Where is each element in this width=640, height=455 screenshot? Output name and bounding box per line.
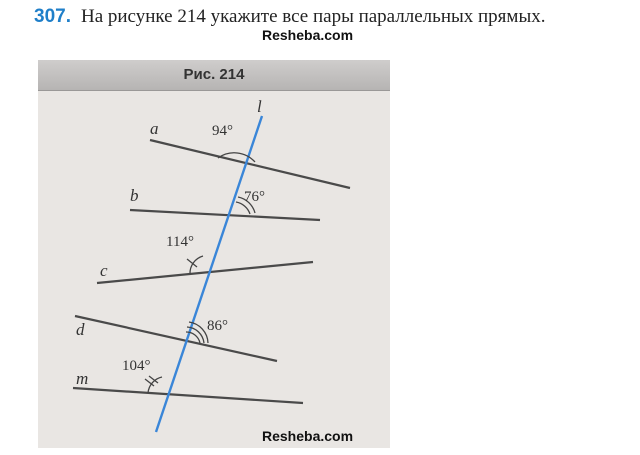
angle-arc-m bbox=[148, 377, 162, 393]
figure-drawing bbox=[38, 60, 390, 448]
label-a: a bbox=[150, 119, 159, 138]
problem-text: На рисунке 214 укажите все пары параллельных прямых. bbox=[80, 6, 546, 27]
angle-label-a: 94° bbox=[212, 123, 233, 139]
line-a bbox=[150, 140, 350, 188]
watermark-bottom: Resheba.com bbox=[262, 428, 354, 444]
label-d: d bbox=[76, 320, 85, 339]
line-d bbox=[75, 316, 277, 361]
figure-caption: Рис. 214 bbox=[183, 66, 245, 83]
line-m bbox=[73, 388, 303, 403]
label-b: b bbox=[130, 186, 139, 205]
label-c: c bbox=[100, 261, 108, 280]
angle-label-c: 114° bbox=[166, 234, 194, 250]
watermark-top: Resheba.com bbox=[262, 27, 354, 43]
angle-arc-c bbox=[190, 256, 203, 274]
transversal-l bbox=[156, 116, 262, 432]
angle-label-b: 76° bbox=[244, 189, 265, 205]
angle-label-m: 104° bbox=[122, 358, 151, 374]
problem-number: 307. bbox=[34, 6, 71, 27]
label-m: m bbox=[76, 369, 89, 388]
label-l: l bbox=[257, 97, 262, 116]
angle-label-d: 86° bbox=[207, 318, 228, 334]
line-c bbox=[97, 262, 313, 283]
line-b bbox=[130, 210, 320, 220]
